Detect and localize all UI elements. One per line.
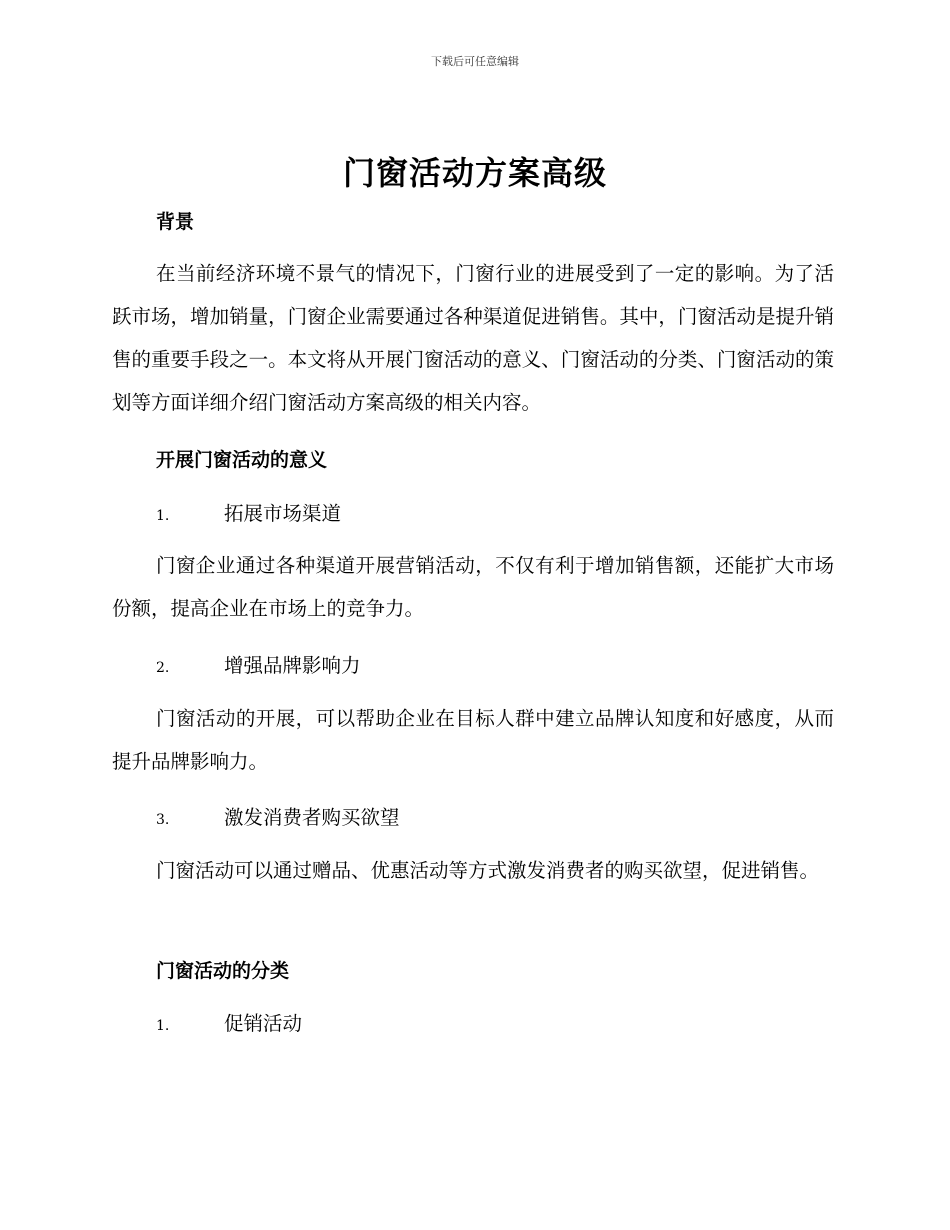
list-label: 促销活动 [224, 1012, 303, 1035]
heading-significance: 开展门窗活动的意义 [156, 449, 328, 471]
list-number: 1. [156, 508, 170, 524]
list-item-significance-2 [156, 650, 361, 678]
paragraph-significance-3: 门窗活动可以通过赠品、优惠活动等方式激发消费者的购买欲望，促进销售。 [156, 859, 820, 882]
document-title: 门窗活动方案高级 [342, 154, 607, 192]
list-number: 3. [156, 812, 170, 828]
heading-background: 背景 [156, 211, 195, 233]
list-label: 拓展市场渠道 [224, 502, 342, 525]
list-item-significance-3 [156, 802, 400, 830]
header-note: 下载后可任意编辑 [431, 55, 519, 68]
list-number: 1. [156, 1018, 170, 1034]
list-item-significance-1 [156, 498, 341, 526]
paragraph-significance-1: 门窗企业通过各种渠道开展营销活动，不仅有利于增加销售额，还能扩大市场份额，提高企业在市场上的竞争力。 [112, 554, 834, 620]
paragraph-significance-2: 门窗活动的开展，可以帮助企业在目标人群中建立品牌认知度和好感度，从而提升品牌影响力。 [112, 707, 834, 773]
heading-categories: 门窗活动的分类 [156, 960, 290, 982]
list-label: 激发消费者购买欲望 [224, 806, 400, 829]
list-number: 2. [156, 660, 170, 676]
list-item-categories-1 [156, 1008, 302, 1036]
list-label: 增强品牌影响力 [224, 654, 361, 677]
paragraph-background: 在当前经济环境不景气的情况下，门窗行业的进展受到了一定的影响。为了活跃市场，增加销量，门窗企业需要通过各种渠道促进销售。其中，门窗活动是提升销售的重要手段之一。本文将从开展门窗活动的意义、门窗活动的分类、门窗活动的策划等方面详细介绍门窗活动方案高级的相关内容。 [112, 262, 834, 414]
